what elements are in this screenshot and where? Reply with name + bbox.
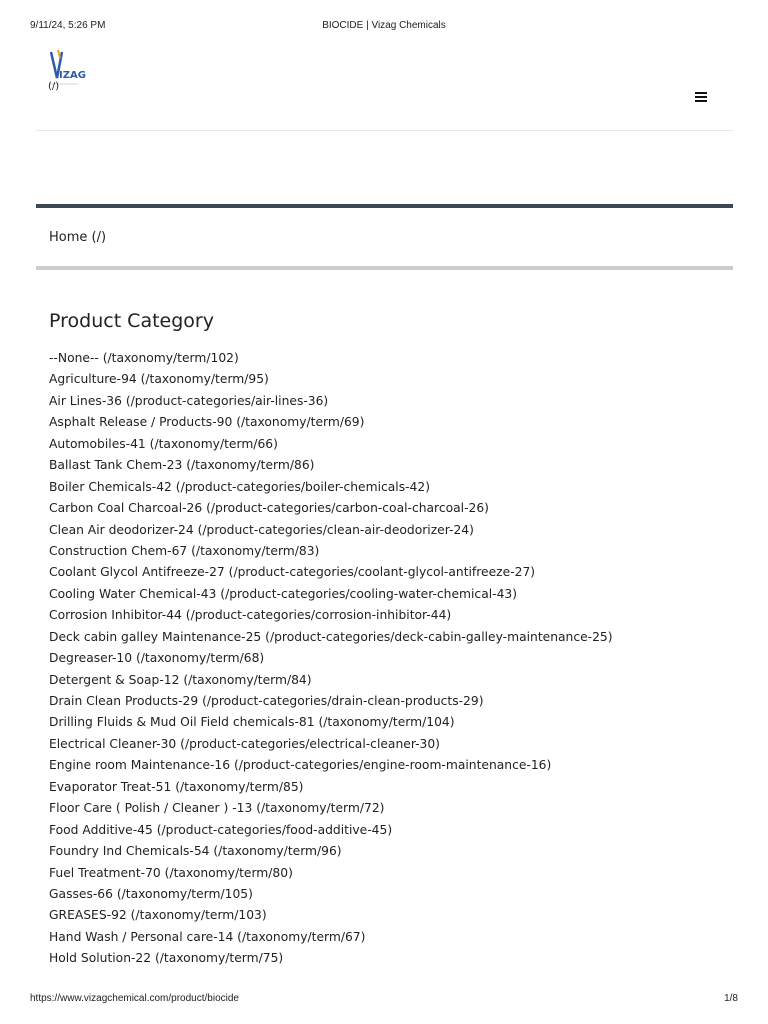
list-item — [49, 734, 739, 755]
category-link[interactable]: Deck cabin galley Maintenance-25 (/product-categories/deck-cabin-galley-maintenance-25) — [49, 629, 613, 644]
list-item — [49, 434, 739, 455]
list-item — [49, 884, 739, 905]
hamburger-menu-icon[interactable] — [695, 92, 707, 104]
list-item — [49, 820, 739, 841]
category-link[interactable]: Agriculture-94 (/taxonomy/term/95) — [49, 372, 269, 387]
print-page-title: BIOCIDE | Vizag Chemicals — [322, 20, 446, 31]
list-item — [49, 498, 739, 519]
category-link[interactable]: Asphalt Release / Products-90 (/taxonomy/term/69) — [49, 415, 365, 430]
list-item — [49, 412, 739, 433]
list-item — [49, 712, 739, 733]
logo-link-text[interactable]: (/) — [48, 81, 60, 92]
category-link[interactable]: GREASES-92 (/taxonomy/term/103) — [49, 908, 267, 923]
category-link[interactable]: Boiler Chemicals-42 (/product-categories/boiler-chemicals-42) — [49, 479, 430, 494]
category-link[interactable]: Automobiles-41 (/taxonomy/term/66) — [49, 436, 278, 451]
category-link[interactable]: Food Additive-45 (/product-categories/food-additive-45) — [49, 822, 393, 837]
list-item — [49, 584, 739, 605]
category-link[interactable]: Drain Clean Products-29 (/product-categories/drain-clean-products-29) — [49, 694, 484, 708]
svg-text:IZAG: IZAG — [59, 70, 86, 81]
list-item — [49, 755, 739, 776]
print-header — [30, 20, 738, 34]
site-header — [36, 40, 733, 131]
list-item — [49, 691, 739, 712]
category-link[interactable]: Construction Chem-67 (/taxonomy/term/83) — [49, 543, 320, 558]
category-link[interactable]: --None-- (/taxonomy/term/102) — [49, 351, 239, 365]
list-item — [49, 670, 739, 691]
list-item — [49, 648, 739, 669]
print-page-number: 1/8 — [724, 993, 738, 1004]
category-link[interactable]: Air Lines-36 (/product-categories/air-lines-36) — [49, 393, 329, 408]
category-link[interactable]: Coolant Glycol Antifreeze-27 (/product-categories/coolant-glycol-antifreeze-27) — [49, 565, 536, 580]
list-item — [49, 562, 739, 583]
category-link[interactable]: Clean Air deodorizer-24 (/product-categories/clean-air-deodorizer-24) — [49, 522, 474, 537]
category-link[interactable]: Engine room Maintenance-16 (/product-categories/engine-room-maintenance-16) — [49, 758, 552, 773]
category-link[interactable]: Fuel Treatment-70 (/taxonomy/term/80) — [49, 865, 293, 880]
product-category-list — [49, 348, 739, 970]
list-item — [49, 777, 739, 798]
category-link[interactable]: Drilling Fluids & Mud Oil Field chemicals-81 (/taxonomy/term/104) — [49, 715, 455, 730]
category-link[interactable]: Gasses-66 (/taxonomy/term/105) — [49, 886, 253, 901]
list-item — [49, 348, 739, 369]
print-datetime: 9/11/24, 5:26 PM — [30, 20, 106, 31]
category-link[interactable]: Cooling Water Chemical-43 (/product-categories/cooling-water-chemical-43) — [49, 586, 518, 601]
list-item — [49, 455, 739, 476]
print-url: https://www.vizagchemical.com/product/biocide — [30, 993, 239, 1004]
category-link[interactable]: Degreaser-10 (/taxonomy/term/68) — [49, 651, 265, 666]
category-link[interactable]: Hold Solution-22 (/taxonomy/term/75) — [49, 951, 284, 966]
list-item — [49, 948, 739, 969]
category-link[interactable]: Electrical Cleaner-30 (/product-categories/electrical-cleaner-30) — [49, 736, 440, 751]
list-item — [49, 863, 739, 884]
category-link[interactable]: Ballast Tank Chem-23 (/taxonomy/term/86) — [49, 458, 315, 473]
breadcrumb-home-link[interactable]: Home (/) — [49, 230, 107, 245]
category-link[interactable]: Floor Care ( Polish / Cleaner ) -13 (/taxonomy/term/72) — [49, 801, 385, 816]
category-link[interactable]: Foundry Ind Chemicals-54 (/taxonomy/term/96) — [49, 844, 342, 859]
category-link[interactable]: Hand Wash / Personal care-14 (/taxonomy/term/67) — [49, 929, 366, 944]
list-item — [49, 391, 739, 412]
category-link[interactable]: Carbon Coal Charcoal-26 (/product-categories/carbon-coal-charcoal-26) — [49, 501, 489, 516]
category-link[interactable]: Corrosion Inhibitor-44 (/product-categories/corrosion-inhibitor-44) — [49, 608, 452, 623]
product-category-heading: Product Category — [49, 310, 214, 332]
list-item — [49, 605, 739, 626]
list-item — [49, 927, 739, 948]
print-footer — [30, 993, 738, 1007]
list-item — [49, 520, 739, 541]
list-item — [49, 841, 739, 862]
list-item — [49, 627, 739, 648]
breadcrumb — [36, 204, 733, 270]
list-item — [49, 541, 739, 562]
list-item — [49, 477, 739, 498]
category-link[interactable]: Evaporator Treat-51 (/taxonomy/term/85) — [49, 779, 304, 794]
category-link[interactable]: Detergent & Soap-12 (/taxonomy/term/84) — [49, 672, 312, 687]
list-item — [49, 798, 739, 819]
list-item — [49, 905, 739, 926]
list-item — [49, 369, 739, 390]
